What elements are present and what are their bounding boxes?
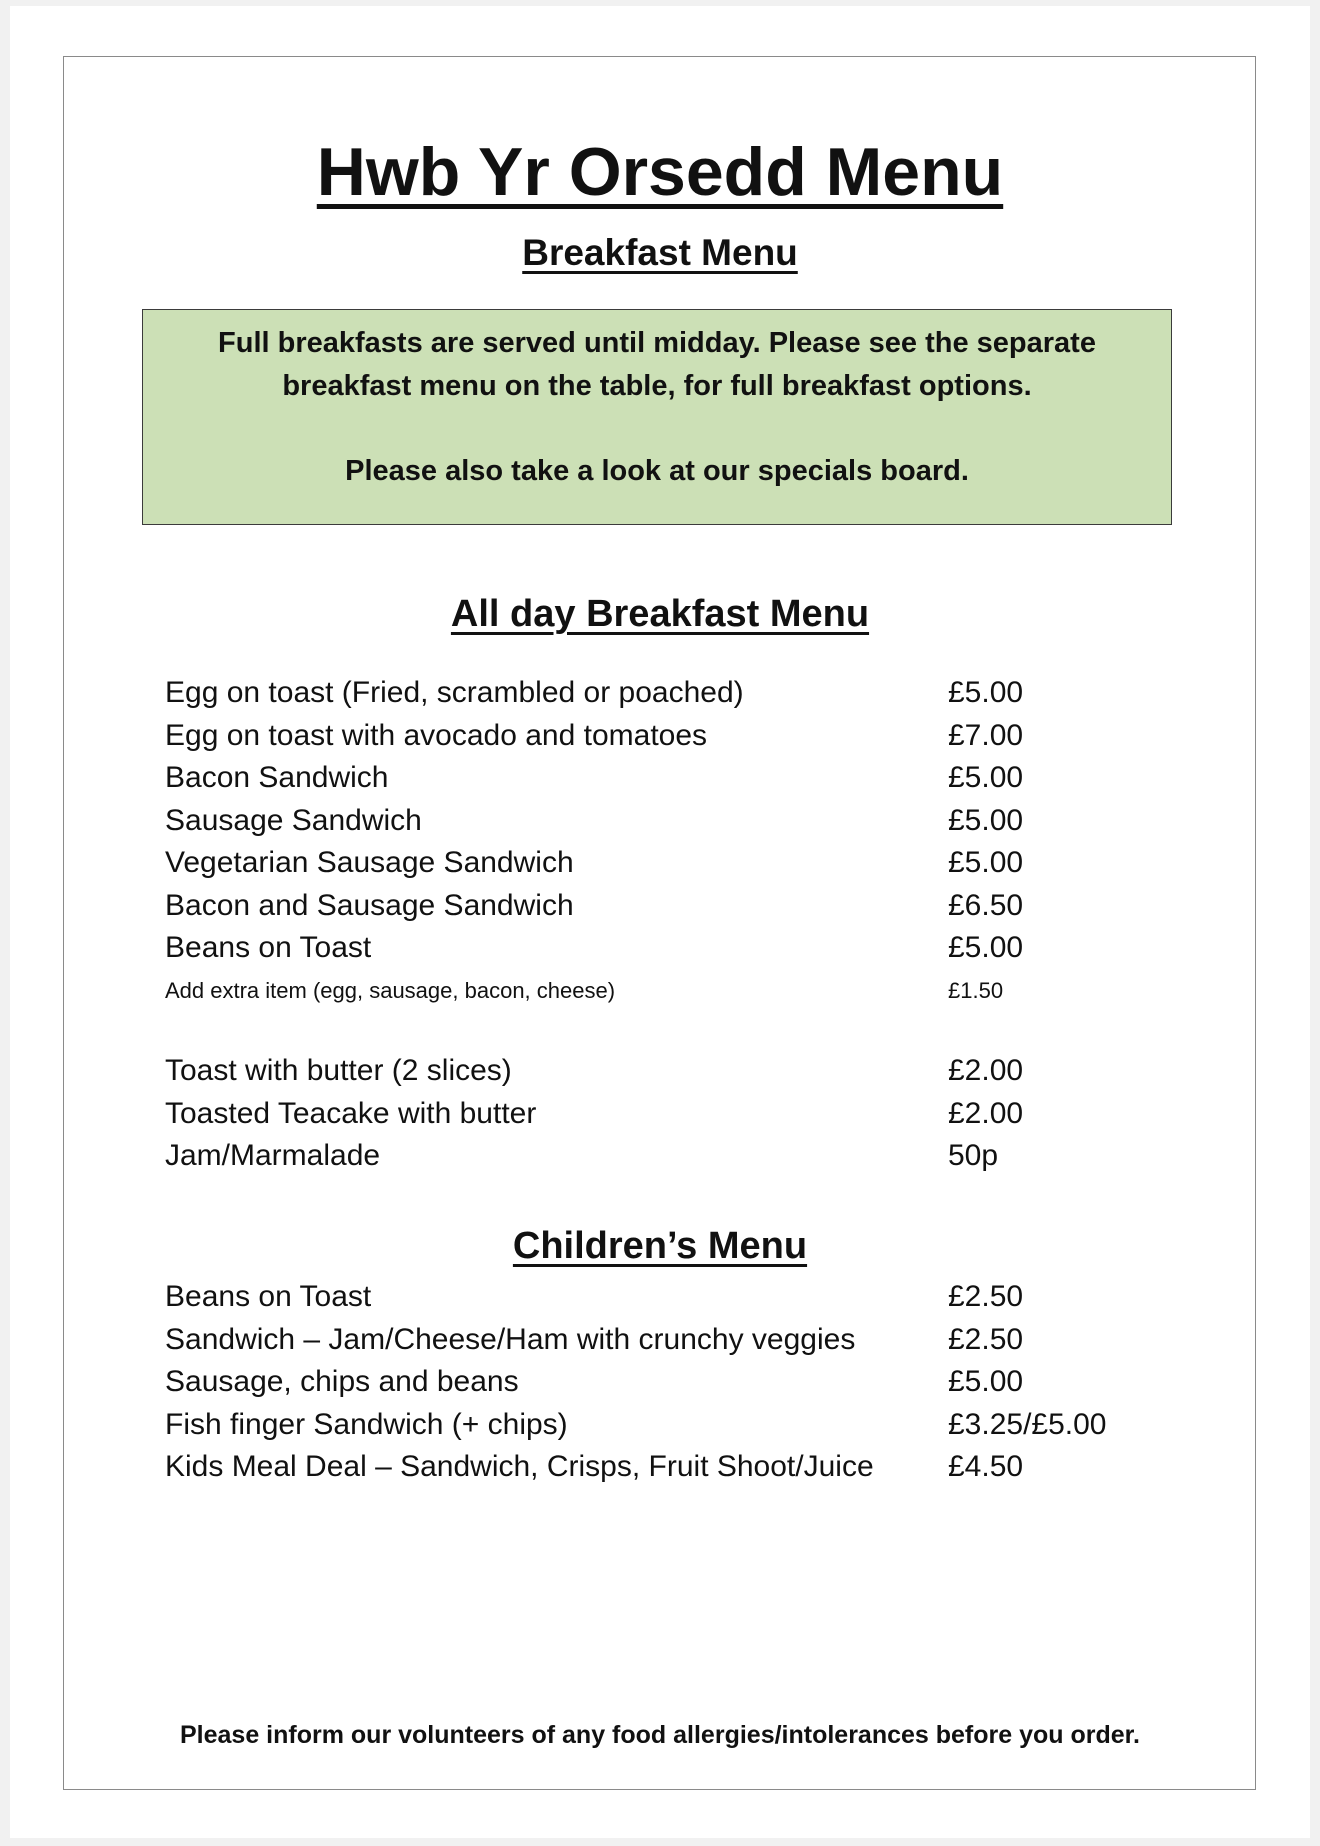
menu-item-name: Vegetarian Sausage Sandwich bbox=[165, 846, 574, 879]
menu-item-row bbox=[165, 842, 1165, 885]
menu-item-name: Egg on toast with avocado and tomatoes bbox=[165, 718, 708, 752]
all-day-menu-list bbox=[165, 672, 1165, 1178]
menu-item-row bbox=[165, 672, 1165, 715]
childrens-menu-list bbox=[165, 1276, 1165, 1489]
side-item-row bbox=[165, 1135, 1165, 1178]
side-item-name: Jam/Marmalade bbox=[165, 1139, 381, 1172]
menu-item-name: Bacon Sandwich bbox=[165, 761, 389, 794]
kids-item-name: Beans on Toast bbox=[165, 1280, 372, 1313]
extra-item-row bbox=[165, 970, 1165, 1013]
childrens-menu-heading bbox=[10, 1227, 1310, 1265]
side-item-price: £2.00 bbox=[948, 1096, 1024, 1130]
side-item-price: 50p bbox=[948, 1139, 999, 1172]
allergy-footer-note: Please inform our volunteers of any food allergies/intolerances before you order. bbox=[180, 1721, 1140, 1749]
menu-item-row bbox=[165, 757, 1165, 800]
kids-item-price: £2.50 bbox=[948, 1322, 1024, 1356]
side-item-name: Toasted Teacake with butter bbox=[165, 1096, 537, 1130]
kids-item-row bbox=[165, 1404, 1165, 1447]
notice-line-1: Full breakfasts are served until midday. Please see the separate bbox=[218, 327, 1096, 359]
menu-item-row bbox=[165, 800, 1165, 843]
side-item-row bbox=[165, 1050, 1165, 1093]
menu-item-price: £5.00 bbox=[948, 676, 1024, 709]
menu-item-name: Bacon and Sausage Sandwich bbox=[165, 888, 574, 922]
all-day-heading-text: All day Breakfast Menu bbox=[450, 593, 870, 635]
page-title bbox=[10, 134, 1310, 210]
all-day-heading bbox=[10, 595, 1310, 633]
menu-item-price: £6.50 bbox=[948, 888, 1024, 922]
menu-item-row bbox=[165, 715, 1165, 758]
menu-sheet bbox=[10, 6, 1310, 1838]
kids-item-row bbox=[165, 1319, 1165, 1362]
kids-item-price: £2.50 bbox=[948, 1280, 1024, 1313]
kids-item-price: £5.00 bbox=[948, 1365, 1024, 1398]
side-item-row bbox=[165, 1093, 1165, 1136]
kids-item-price: £3.25/£5.00 bbox=[948, 1407, 1107, 1441]
kids-item-name: Kids Meal Deal – Sandwich, Crisps, Fruit Shoot/Juice bbox=[165, 1450, 874, 1483]
extra-item-price: £1.50 bbox=[948, 977, 1004, 1003]
childrens-menu-heading-text: Children’s Menu bbox=[512, 1225, 808, 1267]
menu-item-price: £5.00 bbox=[948, 803, 1024, 837]
side-item-price: £2.00 bbox=[948, 1054, 1024, 1087]
menu-item-name: Sausage Sandwich bbox=[165, 803, 422, 837]
menu-item-row bbox=[165, 927, 1165, 970]
menu-item-price: £5.00 bbox=[948, 931, 1024, 964]
menu-item-row bbox=[165, 885, 1165, 928]
kids-item-name: Sausage, chips and beans bbox=[165, 1365, 519, 1398]
notice-line-2: breakfast menu on the table, for full breakfast options. bbox=[282, 370, 1032, 402]
kids-item-row bbox=[165, 1276, 1165, 1319]
menu-item-price: £5.00 bbox=[948, 846, 1024, 879]
side-item-name: Toast with butter (2 slices) bbox=[165, 1054, 512, 1087]
page-subtitle bbox=[10, 234, 1310, 271]
menu-item-price: £7.00 bbox=[948, 718, 1024, 752]
menu-item-name: Beans on Toast bbox=[165, 931, 372, 964]
menu-item-name: Egg on toast (Fried, scrambled or poached) bbox=[165, 676, 744, 709]
extra-item-name: Add extra item (egg, sausage, bacon, cheese) bbox=[165, 977, 616, 1003]
kids-item-row bbox=[165, 1446, 1165, 1489]
breakfast-notice-box bbox=[142, 309, 1172, 525]
kids-item-price: £4.50 bbox=[948, 1450, 1024, 1483]
kids-item-name: Fish finger Sandwich (+ chips) bbox=[165, 1407, 568, 1441]
page-title-text: Hwb Yr Orsedd Menu bbox=[316, 134, 1004, 210]
kids-item-row bbox=[165, 1361, 1165, 1404]
notice-line-3: Please also take a look at our specials board. bbox=[345, 455, 969, 487]
menu-item-price: £5.00 bbox=[948, 761, 1024, 794]
page-subtitle-text: Breakfast Menu bbox=[522, 232, 798, 273]
kids-item-name: Sandwich – Jam/Cheese/Ham with crunchy veggies bbox=[165, 1322, 856, 1356]
